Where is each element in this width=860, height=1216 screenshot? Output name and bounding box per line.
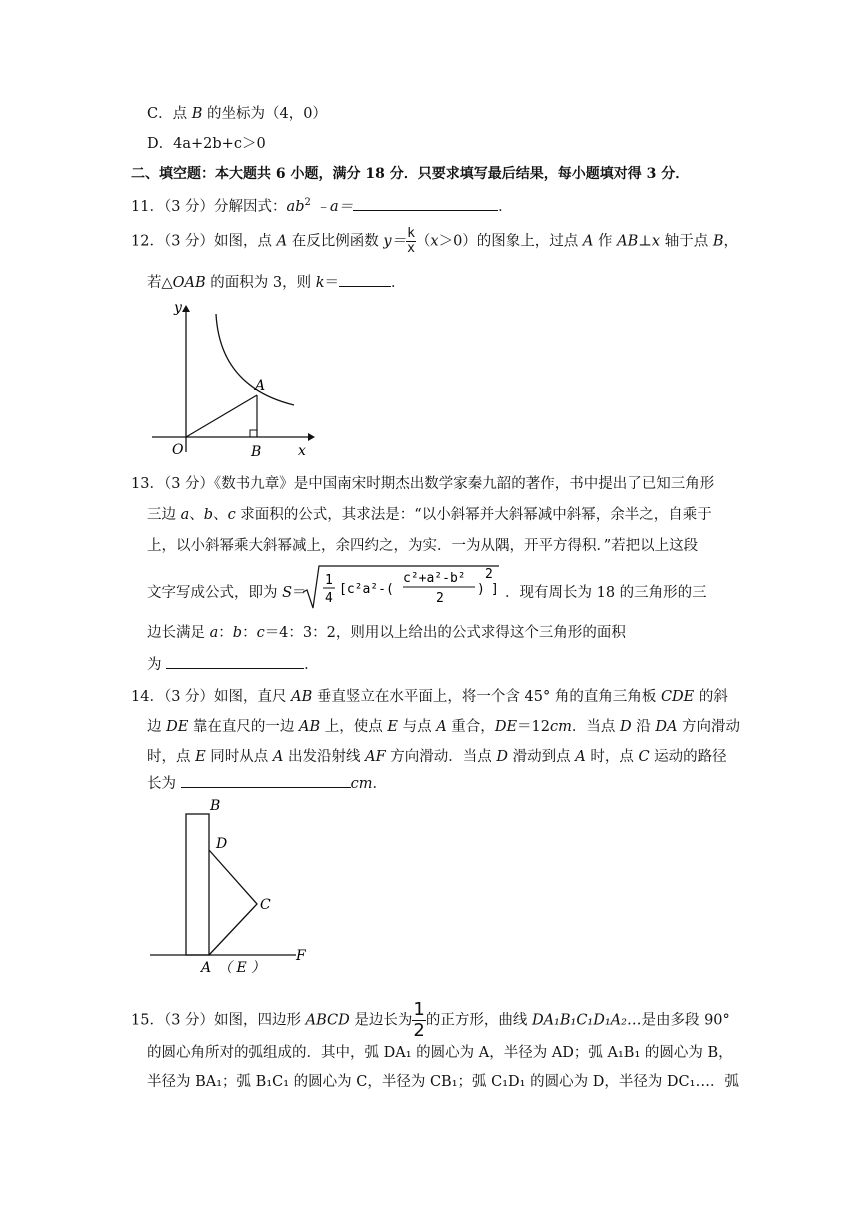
label-E: （ E ） (218, 960, 266, 976)
label-B: B (251, 444, 262, 460)
answer-blank[interactable] (353, 196, 498, 211)
label-x: x (298, 443, 306, 459)
question-11: 11．（3 分）分解因式：$ab^2$ ﹣a＝ ． (131, 197, 513, 215)
question-14-line-3: 时，点 E 同时从点 A 出发沿射线 AF 方向滑动．当点 D 滑动到点 A 时，点 C 运动的路径 (147, 749, 727, 765)
question-12-line-2: 若△OAB 的面积为 3，则 k＝ ． (147, 272, 406, 293)
question-14-line-2: 边 DE 靠在直尺的一边 AB 上，使点 E 与点 A 重合，DE＝12cm．当点 D 沿 DA 方向滑动 (147, 719, 741, 735)
question-12-line-1: 12．（3 分）如图，点 A 在反比例函数 y＝ $\frac{k}{x}$ （x＞0）的图象上，过点 A 作 AB⊥x 轴于点 B， (131, 226, 738, 256)
option-d: D．4a+2b+c＞0 (147, 136, 266, 152)
label-F: F (296, 948, 306, 964)
question-14-line-4: 长为 cm． (147, 773, 387, 794)
fraction-one-half: $\frac{1}{2}$ (413, 999, 425, 1041)
svg-text:2: 2 (436, 591, 444, 606)
question-14-line-1: 14．（3 分）如图，直尺 AB 垂直竖立在水平面上，将一个含 45° 角的直角三角板 CDE 的斜 (131, 689, 728, 705)
svg-text:[c²a²-(: [c²a²-( (339, 582, 394, 597)
answer-blank[interactable] (339, 272, 391, 287)
question-13-line-4-tail: ．现有周长为 18 的三角形的三 (505, 585, 707, 601)
svg-text:4: 4 (325, 591, 333, 606)
question-13-line-3: 上，以小斜幂乘大斜幂减上，余四约之，为实．一为从隅，开平方得积．”若把以上这段 (147, 538, 699, 554)
ruler-AB (186, 814, 209, 955)
svg-text:c²+a²-b²: c²+a²-b² (403, 571, 466, 586)
question-15-line-1: 15．（3 分）如图，四边形 ABCD 是边长为 $\frac{1}{2}$ 的正方形，曲线 DA₁B₁C₁D₁A₂…是由多段 90° (131, 999, 730, 1041)
question-13-line-1: 13．（3 分）《数书九章》是中国南宋时期杰出数学家秦九韶的著作，书中提出了已知三角形 (131, 476, 715, 492)
heron-formula (303, 562, 503, 612)
ruler-triangle-figure (148, 796, 318, 981)
label-A: A (201, 960, 212, 976)
label-C: C (260, 897, 271, 913)
svg-text:): ) (477, 582, 485, 597)
svg-text:2: 2 (485, 567, 493, 582)
svg-text:]: ] (491, 582, 499, 597)
label-D: D (216, 836, 228, 852)
label-y: y (174, 300, 182, 316)
triangle-CDE (209, 850, 257, 955)
label-A: A (255, 378, 266, 394)
fraction-k-over-x: $\frac{k}{x}$ (407, 226, 415, 256)
question-13-line-6: 为 ． (147, 654, 319, 675)
label-O: O (172, 442, 184, 458)
answer-blank[interactable] (166, 654, 304, 669)
right-angle-mark (250, 430, 257, 437)
question-13-line-5: 边长满足 a：b：c＝4：3：2，则用以上给出的公式求得这个三角形的面积 (147, 625, 626, 641)
x-axis-arrow (308, 433, 315, 441)
answer-blank[interactable] (181, 773, 351, 788)
question-13-line-4: 文字写成公式，即为 S＝ (147, 585, 307, 601)
question-13-line-2: 三边 a、b、c 求面积的公式，其求法是：“以小斜幂并大斜幂减中斜幂，余半之，自乘于 (147, 507, 712, 523)
section-heading-fill-in: 二、填空题：本大题共 6 小题，满分 18 分．只要求填写最后结果，每小题填对得 3 分． (131, 166, 690, 182)
hyperbola-figure (148, 292, 318, 462)
svg-text:1: 1 (325, 573, 333, 588)
question-15-line-3: 半径为 BA₁；弧 B₁C₁ 的圆心为 C，半径为 CB₁；弧 C₁D₁ 的圆心为 D，半径为 DC₁…．弧 (147, 1074, 739, 1090)
segment-OA (186, 395, 257, 437)
y-axis-arrow (182, 305, 190, 312)
label-B: B (210, 798, 221, 814)
question-15-line-2: 的圆心角所对的弧组成的．其中，弧 DA₁ 的圆心为 A，半径为 AD；弧 A₁B₁ 的圆心为 B， (147, 1045, 733, 1061)
option-c: C．点 B 的坐标为（4，0） (147, 106, 327, 122)
